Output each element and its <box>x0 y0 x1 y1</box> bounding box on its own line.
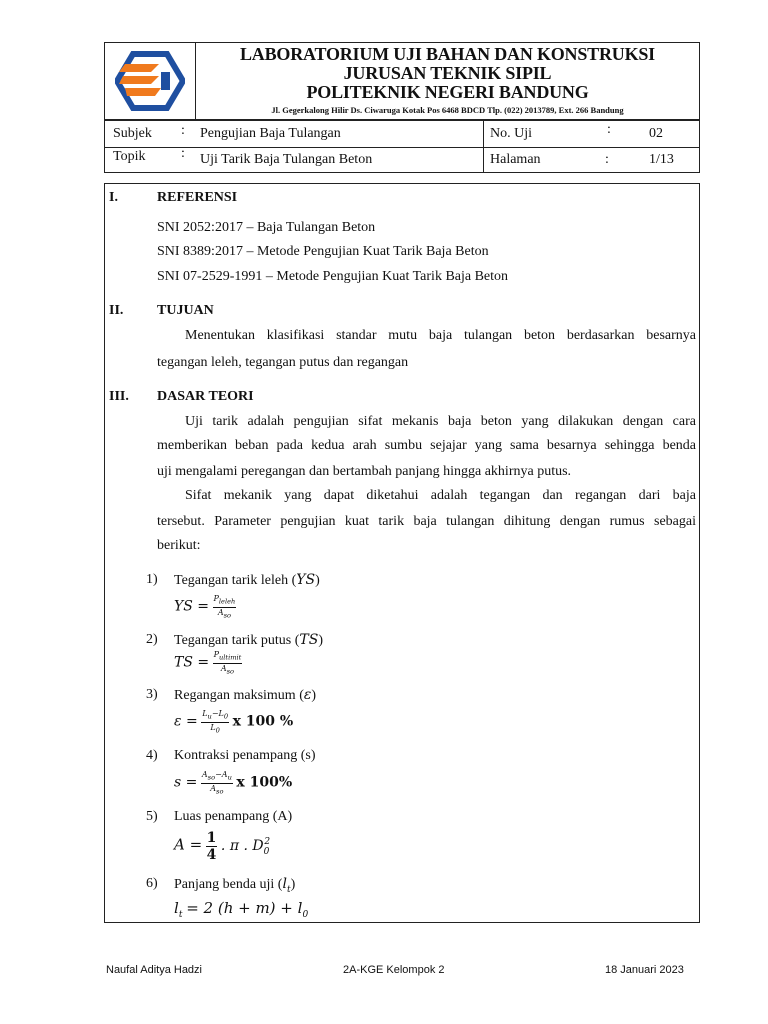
paragraph-line: Sifat mekanik yang dapat diketahui adalah tegangan dan regangan dari baja <box>185 488 696 503</box>
formula-cross-section-area: A = $\frac{1}{4}$ . π . $D_0^2$ <box>174 830 271 863</box>
section-title-dasar-teori: DASAR TEORI <box>157 389 254 404</box>
formula-specimen-length: $l_t = 2$ $(h + m) + l_0$ <box>174 899 309 920</box>
formula-number: 6) <box>146 876 158 891</box>
paragraph-line: Menentukan klasifikasi standar mutu baja tulangan beton berdasarkan besarnya <box>185 328 696 343</box>
institution-title: POLITEKNIK NEGERI BANDUNG <box>306 82 589 102</box>
formula-tensile-stress: TS = $\frac{P_{ultimit}}{A_{so}}$ <box>174 650 242 676</box>
colon: : <box>181 123 185 138</box>
paragraph-line: memberikan beban pada kedua arah sumbu sejajar yang sama besarnya sehingga benda <box>157 438 696 453</box>
formula-label: Panjang benda uji $(l_t)$ <box>174 876 296 895</box>
halaman-value: 1/13 <box>649 152 674 167</box>
letterhead <box>104 42 700 120</box>
reference-item: SNI 2052:2017 – Baja Tulangan Beton <box>157 220 376 235</box>
formula-label: Tegangan tarik putus (TS) <box>174 632 323 648</box>
formula-label: Luas penampang (A) <box>174 809 293 824</box>
topik-label: Topik <box>113 149 146 164</box>
formula-yield-stress: YS = $\frac{P_{leleh}}{A_{so}}$ <box>174 594 236 620</box>
formula-number: 3) <box>146 687 158 702</box>
formula-number: 5) <box>146 809 158 824</box>
footer-group: 2A-KGE Kelompok 2 <box>343 964 445 976</box>
content-box <box>104 183 700 923</box>
document-info-table <box>104 120 700 173</box>
formula-label: Kontraksi penampang (s) <box>174 748 316 763</box>
letterhead-text <box>196 43 699 119</box>
paragraph-line: tegangan leleh, tegangan putus dan regangan <box>157 355 409 370</box>
section-number: III. <box>109 389 129 404</box>
paragraph-line: berikut: <box>157 538 201 553</box>
paragraph-line: Uji tarik adalah pengujian sifat mekanis baja beton yang dilakukan dengan cara <box>185 414 696 429</box>
colon: : <box>607 122 611 137</box>
section-number: I. <box>109 190 118 205</box>
formula-number: 1) <box>146 572 158 587</box>
no-uji-label: No. Uji <box>490 126 532 141</box>
section-title-tujuan: TUJUAN <box>157 303 214 318</box>
footer-author: Naufal Aditya Hadzi <box>106 964 202 976</box>
colon: : <box>181 146 185 161</box>
logo-cell <box>105 43 196 119</box>
lab-title: LABORATORIUM UJI BAHAN DAN KONSTRUKSI <box>240 44 655 64</box>
address: Jl. Gegerkalong Hilir Ds. Ciwaruga Kotak Pos 6468 BDCD Tlp. (022) 2013789, Ext. 266 Bandung <box>271 105 624 115</box>
topik-value: Uji Tarik Baja Tulangan Beton <box>200 152 373 167</box>
formula-area-contraction: s = $\frac{A_{so}-A_u}{A_{so}}$ x 100% <box>174 770 293 796</box>
section-title-referensi: REFERENSI <box>157 190 238 205</box>
reference-item: SNI 07-2529-1991 – Metode Pengujian Kuat Tarik Baja Beton <box>157 269 509 284</box>
subjek-value: Pengujian Baja Tulangan <box>200 126 341 141</box>
no-uji-value: 02 <box>649 126 663 141</box>
department-title: JURUSAN TEKNIK SIPIL <box>343 63 552 83</box>
subjek-label: Subjek <box>113 126 152 141</box>
formula-number: 2) <box>146 632 158 647</box>
halaman-label: Halaman <box>490 152 541 167</box>
paragraph-line: uji mengalami peregangan dan bertambah panjang hingga akhirnya putus. <box>157 464 572 479</box>
formula-max-strain: ε = $\frac{L_u-L_0}{L_0}$ x 100 % <box>174 709 294 735</box>
formula-number: 4) <box>146 748 158 763</box>
paragraph-line: tersebut. Parameter pengujian kuat tarik baja tulangan dihitung dengan rumus sebagai <box>157 514 696 529</box>
formula-label: Tegangan tarik leleh (YS) <box>174 572 320 588</box>
polban-logo-icon <box>115 50 185 112</box>
section-number: II. <box>109 303 124 318</box>
formula-label: Regangan maksimum (ε) <box>174 687 317 703</box>
reference-item: SNI 8389:2017 – Metode Pengujian Kuat Tarik Baja Beton <box>157 244 489 259</box>
colon: : <box>605 152 609 167</box>
footer-date: 18 Januari 2023 <box>605 964 684 976</box>
